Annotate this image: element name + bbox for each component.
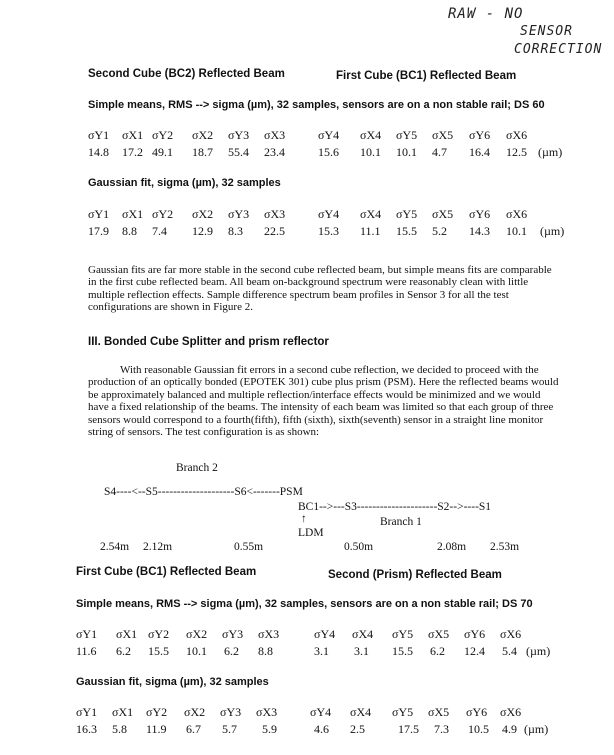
header-sX4: σX4 [352, 627, 374, 641]
header-sY1: σY1 [76, 627, 98, 641]
section3-heading: III. Bonded Cube Splitter and prism reflector [88, 336, 329, 348]
value: 3.1 [314, 644, 329, 658]
distance-label: 0.55m [234, 541, 264, 553]
header-sY3: σY3 [222, 627, 244, 641]
header-sY6: σY6 [469, 207, 491, 221]
header-sY5: σY5 [396, 207, 418, 221]
value: 8.8 [122, 224, 137, 238]
distance-label: 2.12m [143, 541, 173, 553]
header-sX5: σX5 [428, 627, 450, 641]
value: 4.9 [502, 722, 517, 736]
header-sX4: σX4 [360, 207, 382, 221]
distance-label: 0.50m [344, 541, 374, 553]
value: 10.1 [360, 145, 381, 159]
header-sY3: σY3 [228, 207, 250, 221]
value: 7.3 [434, 722, 449, 736]
diagram-arrow-up: ↑ [301, 513, 307, 525]
header-sX3: σX3 [264, 128, 286, 142]
value: 6.2 [224, 644, 239, 658]
unit-label: (µm) [540, 224, 565, 238]
value: 5.2 [432, 224, 447, 238]
value: 18.7 [192, 145, 213, 159]
section1-left-heading: Second Cube (BC2) Reflected Beam [88, 68, 285, 80]
value: 5.9 [262, 722, 277, 736]
value: 12.9 [192, 224, 213, 238]
paragraph-bonded-cube: With reasonable Gaussian fit errors in a second cube reflection, we decided to proceed with the production of an optically bonded (EPOTEK 301) cube plus prism (PSM). Here the reflected beams would be approximately balanced and multiple reflection/interface effects would be minimized and we would have a fixed relationship of the beams. The intensity of each beam was limited so that each group of three sensors would correspond to a fourth(fifth), fifth (sixth), sixth(seventh) sensor in a straight line monitor string of sensors. The test configuration is as shown: [88, 364, 559, 439]
header-sY6: σY6 [466, 705, 488, 719]
header-sY2: σY2 [148, 627, 170, 641]
value: 4.6 [314, 722, 329, 736]
diagram-branch2-line: S4----<--S5--------------------S6<-------PSM [104, 486, 303, 498]
unit-label: (µm) [524, 722, 549, 736]
diagram-branch1-label: Branch 1 [380, 516, 422, 528]
header-sY4: σY4 [314, 627, 336, 641]
value: 12.4 [464, 644, 485, 658]
value: 5.8 [112, 722, 127, 736]
unit-label: (µm) [526, 644, 551, 658]
value: 15.3 [318, 224, 339, 238]
header-sX2: σX2 [184, 705, 206, 719]
handwritten-note-line1: RAW - NO [448, 6, 524, 22]
header-sY6: σY6 [464, 627, 486, 641]
header-sX3: σX3 [258, 627, 280, 641]
handwritten-note-line2: SENSOR [520, 24, 573, 39]
distance-label: 2.08m [437, 541, 467, 553]
value: 17.9 [88, 224, 109, 238]
header-sX1: σX1 [112, 705, 134, 719]
section1-right-heading: First Cube (BC1) Reflected Beam [336, 70, 517, 82]
value: 11.1 [360, 224, 381, 238]
header-sY5: σY5 [392, 705, 414, 719]
section2-gauss-label: Gaussian fit, sigma (µm), 32 samples [76, 676, 269, 688]
value: 12.5 [506, 145, 527, 159]
value: 15.5 [392, 644, 413, 658]
value: 10.1 [186, 644, 207, 658]
header-sX2: σX2 [186, 627, 208, 641]
value: 11.6 [76, 644, 97, 658]
value: 16.4 [469, 145, 490, 159]
value: 15.5 [396, 224, 417, 238]
value: 55.4 [228, 145, 249, 159]
value: 3.1 [354, 644, 369, 658]
header-sY5: σY5 [396, 128, 418, 142]
header-sX2: σX2 [192, 207, 214, 221]
header-sY4: σY4 [318, 207, 340, 221]
value: 49.1 [152, 145, 173, 159]
header-sY3: σY3 [228, 128, 250, 142]
distance-label: 2.53m [490, 541, 520, 553]
value: 5.7 [222, 722, 237, 736]
value: 5.4 [502, 644, 517, 658]
header-sX5: σX5 [432, 207, 454, 221]
header-sX5: σX5 [428, 705, 450, 719]
header-sX4: σX4 [350, 705, 372, 719]
value: 10.1 [506, 224, 527, 238]
value: 6.7 [186, 722, 201, 736]
header-sX1: σX1 [122, 128, 144, 142]
value: 2.5 [350, 722, 365, 736]
paragraph-gaussian-summary: Gaussian fits are far more stable in the second cube reflected beam, but simple means fits are comparable in the first cube reflected beam. All beam on-background spectrum were reasonably clean with little multiple reflection effects. Sample difference spectrum beam profiles in Sensor 3 for all the test configurations are shown in Figure 2. [88, 264, 552, 314]
header-sX2: σX2 [192, 128, 214, 142]
section2-left-heading: First Cube (BC1) Reflected Beam [76, 566, 257, 578]
header-sX6: σX6 [506, 207, 528, 221]
header-sY1: σY1 [88, 128, 110, 142]
header-sX5: σX5 [432, 128, 454, 142]
value: 8.8 [258, 644, 273, 658]
header-sX6: σX6 [500, 627, 522, 641]
header-sY2: σY2 [152, 207, 174, 221]
header-sX4: σX4 [360, 128, 382, 142]
value: 14.3 [469, 224, 490, 238]
diagram-branch1-line: BC1-->---S3---------------------S2-->----S1 [298, 501, 492, 513]
section2-simple-means-label: Simple means, RMS --> sigma (µm), 32 samples, sensors are on a non stable rail; DS 70 [76, 598, 533, 610]
value: 6.2 [116, 644, 131, 658]
diagram-branch2-label: Branch 2 [176, 462, 218, 474]
header-sY1: σY1 [88, 207, 110, 221]
header-sY4: σY4 [318, 128, 340, 142]
unit-label: (µm) [538, 145, 563, 159]
value: 7.4 [152, 224, 167, 238]
diagram-ldm-label: LDM [298, 527, 324, 539]
header-sX1: σX1 [122, 207, 144, 221]
distance-label: 2.54m [100, 541, 130, 553]
section1-simple-means-label: Simple means, RMS --> sigma (µm), 32 samples, sensors are on a non stable rail; DS 60 [88, 99, 545, 111]
header-sX6: σX6 [500, 705, 522, 719]
value: 4.7 [432, 145, 447, 159]
header-sY3: σY3 [220, 705, 242, 719]
header-sY6: σY6 [469, 128, 491, 142]
header-sY5: σY5 [392, 627, 414, 641]
value: 22.5 [264, 224, 285, 238]
header-sY2: σY2 [146, 705, 168, 719]
value: 14.8 [88, 145, 109, 159]
header-sX3: σX3 [264, 207, 286, 221]
value: 17.2 [122, 145, 143, 159]
value: 10.1 [396, 145, 417, 159]
value: 17.5 [398, 722, 419, 736]
value: 16.3 [76, 722, 97, 736]
value: 15.5 [148, 644, 169, 658]
header-sY1: σY1 [76, 705, 98, 719]
header-sX6: σX6 [506, 128, 528, 142]
value: 6.2 [430, 644, 445, 658]
header-sY2: σY2 [152, 128, 174, 142]
value: 11.9 [146, 722, 167, 736]
header-sX1: σX1 [116, 627, 138, 641]
value: 8.3 [228, 224, 243, 238]
section2-right-heading: Second (Prism) Reflected Beam [328, 569, 502, 581]
value: 15.6 [318, 145, 339, 159]
section1-gauss-label: Gaussian fit, sigma (µm), 32 samples [88, 177, 281, 189]
header-sX3: σX3 [256, 705, 278, 719]
header-sY4: σY4 [310, 705, 332, 719]
value: 10.5 [468, 722, 489, 736]
handwritten-note-line3: CORRECTION [514, 42, 603, 57]
value: 23.4 [264, 145, 285, 159]
